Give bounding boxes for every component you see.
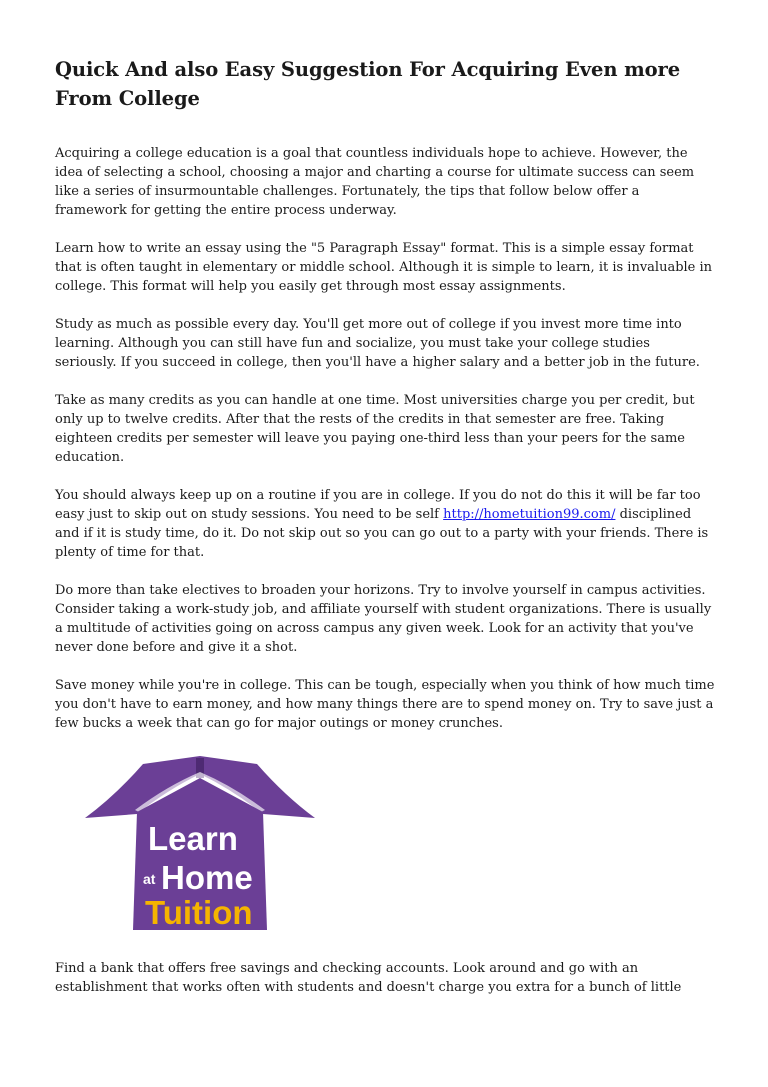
paragraph-study: Study as much as possible every day. You'll get more out of college if you invest more time into learning. Although you can still have fun and socialize, you must take your college studies seriously. If you succeed in college, then you'll have a higher salary and a better job in the future.	[55, 317, 700, 370]
logo-text-home: Home	[161, 859, 253, 896]
paragraph-intro: Acquiring a college education is a goal that countless individuals hope to achieve. However, the idea of selecting a school, choosing a major and charting a course for ultimate success can seem like a series of insurmountable challenges. Fortunately, the tips that follow below offer a framework for getting the entire process underway.	[55, 146, 695, 218]
learn-at-home-tuition-logo	[75, 752, 325, 932]
paragraph-routine-before: You should always keep up on a routine if you are in college. If you do not do this it will be far too easy just to skip out on study sessions. You need to be self	[55, 488, 701, 522]
paragraph-electives: Do more than take electives to broaden your horizons. Try to involve yourself in campus activities. Consider taking a work-study job, and affiliate yourself with student organizations. There is usually a multitude of activities going on across campus any given week. Look for an activity that you've never done before and give it a shot.	[55, 583, 712, 655]
logo-text-learn: Learn	[148, 820, 238, 857]
logo-graphic	[75, 752, 325, 932]
logo-text-tuition: Tuition	[145, 894, 253, 931]
hometuition-link[interactable]: http://hometuition99.com/	[443, 507, 616, 522]
paragraph-save-money: Save money while you're in college. This can be tough, especially when you think of how much time you don't have to earn money, and how many things there are to spend money on. Try to save just a few bucks a week that can go for major outings or money crunches.	[55, 678, 715, 731]
paragraph-essay-format: Learn how to write an essay using the "5 Paragraph Essay" format. This is a simple essay format that is often taught in elementary or middle school. Although it is simple to learn, it is invaluable in college. This format will help you easily get through most essay assignments.	[55, 241, 713, 294]
document-page	[55, 55, 715, 1016]
page-title: Quick And also Easy Suggestion For Acquiring Even more From College	[55, 58, 681, 110]
logo-text-at: at	[143, 871, 156, 887]
paragraph-routine	[55, 486, 715, 562]
paragraph-routine-after: disciplined and if it is study time, do it. Do not skip out so you can go out to a party with your friends. There is plenty of time for that.	[55, 507, 709, 560]
paragraph-bank: Find a bank that offers free savings and checking accounts. Look around and go with an establishment that works often with students and doesn't charge you extra for a bunch of little	[55, 961, 682, 995]
paragraph-credits: Take as many credits as you can handle at one time. Most universities charge you per credit, but only up to twelve credits. After that the rests of the credits in that semester are free. Taking eighteen credits per semester will leave you paying one-third less than your peers for the same education.	[55, 393, 695, 465]
